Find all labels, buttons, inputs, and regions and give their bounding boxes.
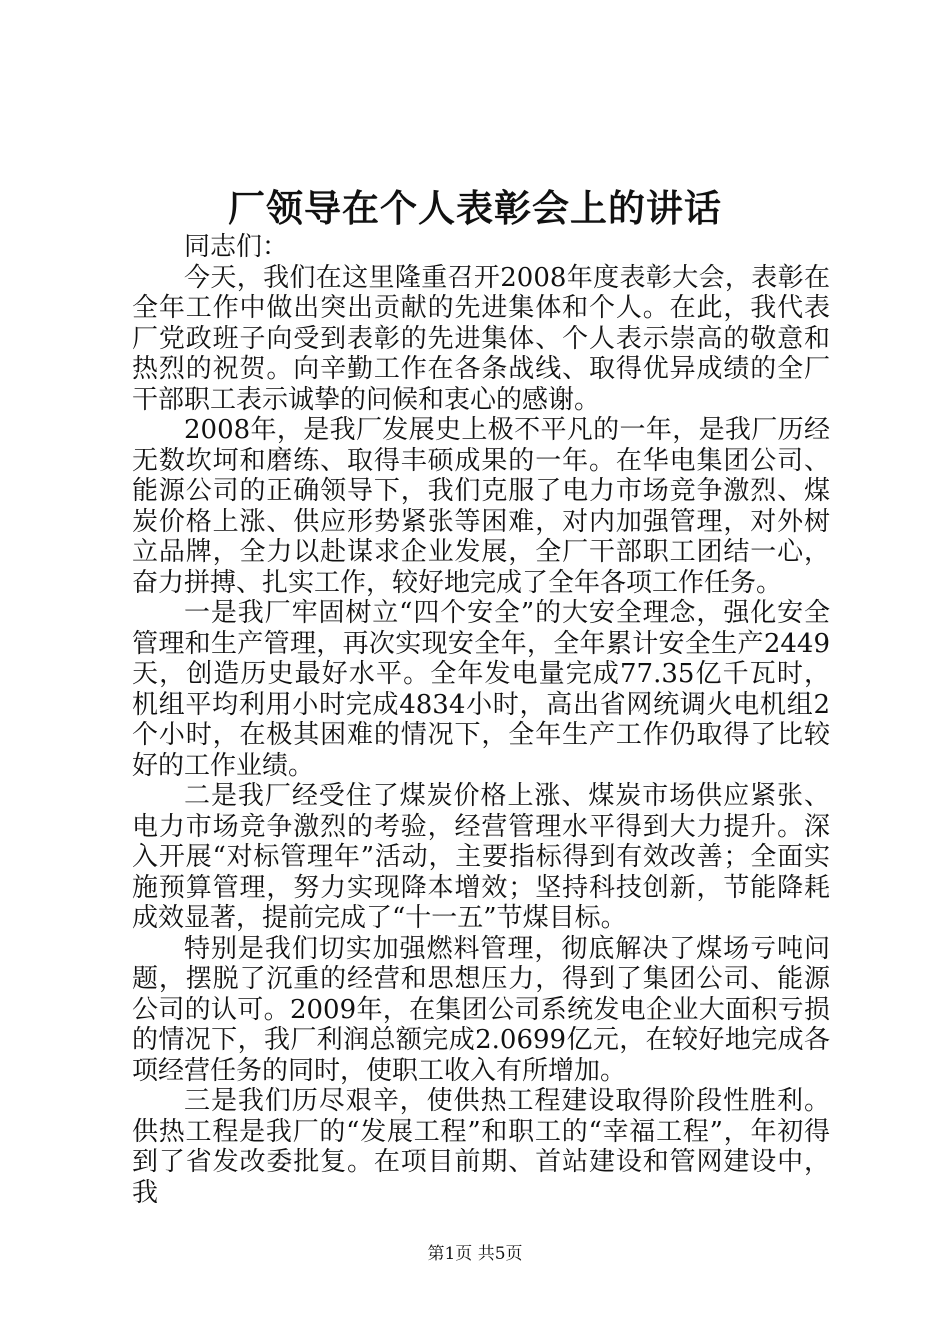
- salutation: 同志们：: [184, 232, 289, 262]
- page-footer: 第1页 共5页: [427, 1244, 523, 1264]
- paragraph-2: 2008年，是我厂发展史上极不平凡的一年，是我厂历经无数坎坷和磨练、取得丰硕成果的一年。在华电集团公司、能源公司的正确领导下，我们克服了电力市场竞争激烈、煤炭价格上涨、供应形势紧张等困难，对内加强管理，对外树立品牌，全力以赴谋求企业发展，全厂干部职工团结一心，奋力拼搏、扎实工作，较好地完成了全年各项工作任务。: [132, 415, 830, 598]
- document-body: [132, 232, 830, 1208]
- paragraph-6: 三是我们历尽艰辛，使供热工程建设取得阶段性胜利。供热工程是我厂的“发展工程”和职工的“幸福工程”，年初得到了省发改委批复。在项目前期、首站建设和管网建设中，我: [132, 1086, 830, 1208]
- paragraph-5: 特别是我们切实加强燃料管理，彻底解决了煤场亏吨问题，摆脱了沉重的经营和思想压力，得到了集团公司、能源公司的认可。2009年，在集团公司系统发电企业大面积亏损的情况下，我厂利润总额完成2.0699亿元，在较好地完成各项经营任务的同时，使职工收入有所增加。: [132, 933, 830, 1086]
- paragraph-4: 二是我厂经受住了煤炭价格上涨、煤炭市场供应紧张、电力市场竞争激烈的考验，经营管理水平得到大力提升。深入开展“对标管理年”活动，主要指标得到有效改善；全面实施预算管理，努力实现降本增效；坚持科技创新，节能降耗成效显著，提前完成了“十一五”节煤目标。: [132, 781, 830, 933]
- document-title: 厂领导在个人表彰会上的讲话: [228, 186, 722, 230]
- paragraph-1: 今天，我们在这里隆重召开2008年度表彰大会，表彰在全年工作中做出突出贡献的先进集体和个人。在此，我代表厂党政班子向受到表彰的先进集体、个人表示崇高的敬意和热烈的祝贺。向辛勤工作在各条战线、取得优异成绩的全厂干部职工表示诚挚的问候和衷心的感谢。: [132, 262, 830, 415]
- paragraph-3: 一是我厂牢固树立“四个安全”的大安全理念，强化安全管理和生产管理，再次实现安全年，全年累计安全生产2449天，创造历史最好水平。全年发电量完成77.35亿千瓦时，机组平均利用小时完成4834小时，高出省网统调火电机组2个小时，在极其困难的情况下，全年生产工作仍取得了比较好的工作业绩。: [132, 598, 830, 781]
